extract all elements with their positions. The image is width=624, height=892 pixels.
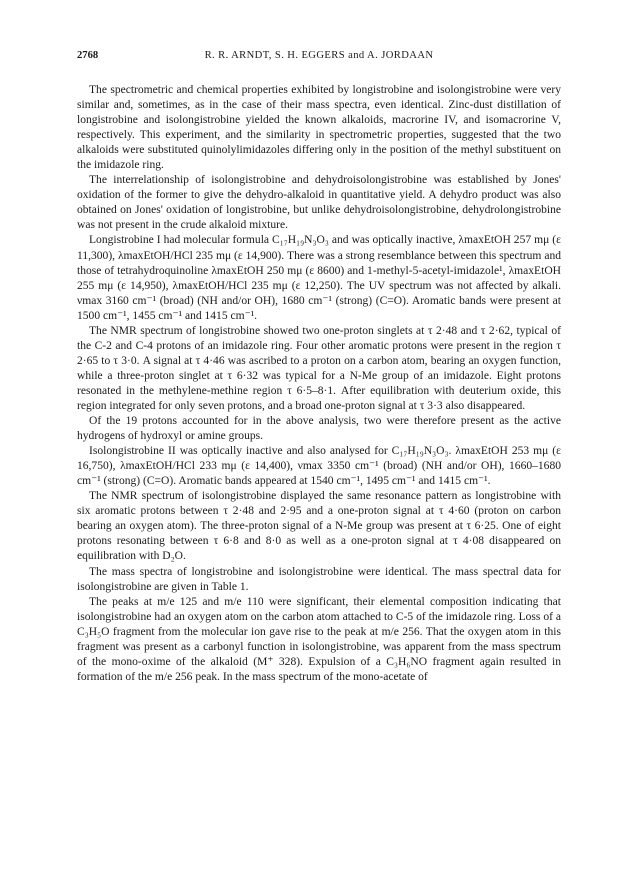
paragraph-2: The interrelationship of isolongistrobine and dehydroisolongistrobine was established by Jones' oxidation of the former to give the dehydro-alkaloid in quantitative yield. A dehydro product was also obtained on Jones' oxidation of longistrobine, but unlike dehydroisolongistrobine, dehydrolongistrobine was not present in the crude alkaloid mixture. (77, 174, 561, 232)
running-authors: R. R. ARNDT, S. H. EGGERS and A. JORDAAN (204, 50, 434, 61)
paragraph-8: The mass spectra of longistrobine and isolongistrobine were identical. The mass spectral data for isolongistrobine are given in Table 1. (77, 565, 561, 593)
article-body (77, 83, 561, 685)
paragraph-4: The NMR spectrum of longistrobine showed two one-proton singlets at τ 2·48 and τ 2·62, typical of the C-2 and C-4 protons of an imidazole ring. Four other aromatic protons were present in the region τ 2·65 to τ 3·0. A signal at τ 4·46 was ascribed to a proton on a carbon atom, bearing an oxygen function, while a three-proton singlet at τ 6·32 was typical for a N-Me group of an imidazole. Eight protons resonated in the methylene-methine region τ 6·5–8·1. After equilibration with deuterium oxide, this region integrated for only seven protons, and a broad one-proton signal at τ 3·3 also disappeared. (77, 324, 561, 412)
paragraph-6: Isolongistrobine II was optically inactive and also analysed for C₁₇H₁₉N₃O₃. λmaxEtOH 253 mμ (ε 16,750), λmaxEtOH/HCl 233 mμ (ε 14,400), νmax 3350 cm⁻¹ (broad) (NH and/or OH), 1660–1680 cm⁻¹ (strong) (C=O). Aromatic bands appeared at 1540 cm⁻¹, 1495 cm⁻¹ and 1415 cm⁻¹. (77, 445, 561, 488)
paragraph-3: Longistrobine I had molecular formula C₁₇H₁₉N₃O₃ and was optically inactive, λmaxEtOH 257 mμ (ε 11,300), λmaxEtOH/HCl 235 mμ (ε 14,900). There was a strong resemblance between this spectrum and those of tetrahydroquinoline λmaxEtOH 250 mμ (ε 8600) and 1-methyl-5-acetyl-imidazole¹, λmaxEtOH 255 mμ (ε 14,950), λmaxEtOH/HCl 235 mμ (ε 12,250). The UV spectrum was not affected by alkali. νmax 3160 cm⁻¹ (broad) (NH and/or OH), 1680 cm⁻¹ (strong) (C=O). Aromatic bands were present at 1500 cm⁻¹, 1455 cm⁻¹ and 1415 cm⁻¹. (77, 234, 561, 322)
paragraph-1: The spectrometric and chemical properties exhibited by longistrobine and isolongistrobine were very similar and, sometimes, as in the case of their mass spectra, even identical. Zinc-dust distillation of longistrobine and isolongistrobine yielded the known alkaloids, macrorine IV, and isomacrorine V, respectively. This experiment, and the similarity in spectrometric properties, suggested that the two alkaloids were substituted quinolylimidazoles differing only in the position of the methyl substituent on the imidazole ring. (77, 84, 561, 172)
paragraph-5: Of the 19 protons accounted for in the above analysis, two were therefore present as the active hydrogens of hydroxyl or amine groups. (77, 415, 561, 443)
page-number: 2768 (77, 50, 99, 61)
paragraph-9: The peaks at m/e 125 and m/e 110 were significant, their elemental composition indicating that isolongistrobine had an oxygen atom on the carbon atom attached to C-5 of the imidazole ring. Loss of a C₃H₅O fragment from the molecular ion gave rise to the peak at m/e 256. That the oxygen atom in this fragment was present as a carbonyl function in isolongistrobine, was apparent from the mass spectrum of the mono-oxime of the alkaloid (M⁺ 328). Expulsion of a C₃H₆NO fragment again resulted in formation of the m/e 256 peak. In the mass spectrum of the mono-acetate of (77, 595, 561, 683)
running-header (77, 50, 561, 64)
paragraph-7: The NMR spectrum of isolongistrobine displayed the same resonance pattern as longistrobine with six aromatic protons between τ 2·48 and 2·95 and a one-proton signal at τ 4·60 (proton on carbon bearing an oxygen atom). The three-proton signal of a N-Me group was present at τ 6·25. One of eight protons resonating between τ 6·8 and 8·0 as well as a one-proton signal at τ 4·08 disappeared on equilibration with D₂O. (77, 490, 561, 563)
